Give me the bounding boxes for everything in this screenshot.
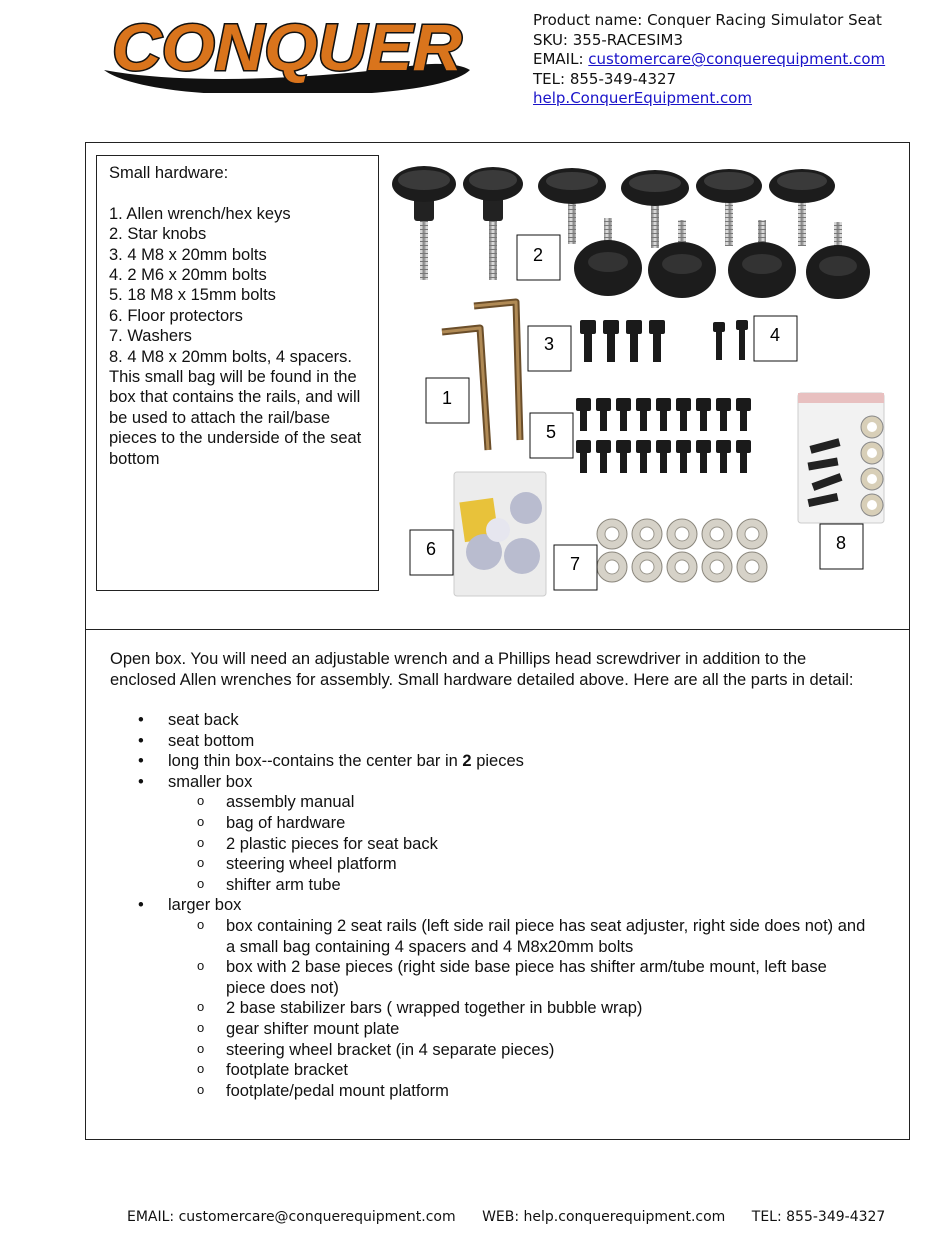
label-8: 8 xyxy=(835,533,847,553)
bolt-icon xyxy=(713,320,748,360)
footer xyxy=(127,1209,907,1225)
hardware-item-6: 6. Floor protectors xyxy=(109,306,243,325)
list-item: o steering wheel platform xyxy=(168,854,870,875)
star-knob-icon xyxy=(392,166,456,280)
list-item: o footplate bracket xyxy=(168,1060,870,1081)
hardware-item-7: 7. Washers xyxy=(109,327,192,346)
hardware-item-5: 5. 18 M8 x 15mm bolts xyxy=(109,286,276,305)
star-knob-icon xyxy=(463,167,523,280)
washers-icon xyxy=(597,519,767,582)
floor-protector-bag-icon xyxy=(454,472,546,596)
help-link[interactable]: help.ConquerEquipment.com xyxy=(533,89,753,108)
list-item: o bag of hardware xyxy=(168,813,870,834)
list-item: o steering wheel bracket (in 4 separate pieces) xyxy=(168,1040,870,1061)
star-knob-icon xyxy=(696,169,762,246)
list-item: o assembly manual xyxy=(168,792,870,813)
list-item: o gear shifter mount plate xyxy=(168,1019,870,1040)
bolt-icon xyxy=(580,320,665,362)
hardware-bag-icon xyxy=(798,393,884,523)
hardware-item-8: 8. 4 M8 x 20mm bolts, 4 spacers. This small bag will be found in the box that contains the rails, and will be used to attach the rail/base pieces to the underside of the seat bottom xyxy=(109,347,362,468)
footer-tel: TEL: 855-349-4327 xyxy=(751,1209,886,1225)
list-item: • larger box o box containing 2 seat rails (left side rail piece has seat adjuster, right side does not) and a small bag containing 4 spacers and 4 M8x20mm bolts o box with 2 base pieces (right side base piece has shifter arm/tube mount, left base piece does not) o 2 base stabilizer bars ( wrapped together in bubble wrap) o gear shifter mount plate o steering wheel bracket (in 4 separate pieces) o footplate bracket o footplate/pedal mount platform xyxy=(110,895,870,1101)
conquer-logo xyxy=(100,8,480,93)
list-item: o box containing 2 seat rails (left side rail piece has seat adjuster, right side does not) and a small bag containing 4 spacers and 4 M8x20mm bolts xyxy=(168,916,870,957)
hardware-title: Small hardware: xyxy=(109,164,229,182)
parts-intro: Open box. You will need an adjustable wrench and a Phillips head screwdriver in addition to the enclosed Allen wrenches for assembly. Small hardware detailed above. Here are all the parts in detail: xyxy=(110,650,854,689)
hardware-list xyxy=(109,163,371,469)
list-item: • smaller box o assembly manual o bag of hardware o 2 plastic pieces for seat back o steering wheel platform o shifter arm tube xyxy=(110,772,870,896)
label-3: 3 xyxy=(543,334,555,354)
footer-web: WEB: help.conquerequipment.com xyxy=(482,1209,726,1225)
footer-email: EMAIL: customercare@conquerequipment.com xyxy=(127,1209,456,1225)
hardware-item-4: 4. 2 M6 x 20mm bolts xyxy=(109,266,267,285)
email-link[interactable]: customercare@conquerequipment.com xyxy=(588,50,886,69)
list-item: o footplate/pedal mount platform xyxy=(168,1081,870,1102)
label-4: 4 xyxy=(769,325,781,345)
svg-text:CONQUER: CONQUER xyxy=(112,10,463,84)
hardware-item-2: 2. Star knobs xyxy=(109,225,207,244)
list-item: o 2 plastic pieces for seat back xyxy=(168,834,870,855)
list-item: o shifter arm tube xyxy=(168,875,870,896)
list-item: o box with 2 base pieces (right side base piece has shifter arm/tube mount, left base piece does not) xyxy=(168,957,870,998)
label-7: 7 xyxy=(569,554,581,574)
allen-wrench-icon xyxy=(442,302,520,450)
list-item: o 2 base stabilizer bars ( wrapped together in bubble wrap) xyxy=(168,998,870,1019)
parts-list xyxy=(110,710,870,1101)
header-info xyxy=(533,11,885,109)
star-knob-icon xyxy=(806,222,870,299)
label-2: 2 xyxy=(532,245,544,265)
hardware-item-1: 1. Allen wrench/hex keys xyxy=(109,204,291,223)
star-knob-icon xyxy=(538,168,606,244)
star-knob-icon xyxy=(769,169,835,246)
label-1: 1 xyxy=(441,388,453,408)
sku: SKU: 355-RACESIM3 xyxy=(533,30,683,49)
label-5: 5 xyxy=(545,422,557,442)
star-knob-icon xyxy=(728,220,796,298)
hardware-item-3: 3. 4 M8 x 20mm bolts xyxy=(109,245,267,264)
hardware-photo xyxy=(388,150,908,628)
star-knob-icon xyxy=(574,218,642,296)
smaller-box-sublist xyxy=(168,792,870,895)
product-name: Product name: Conquer Racing Simulator Seat xyxy=(533,11,882,29)
list-item: • long thin box--contains the center bar in 2 pieces xyxy=(110,751,870,772)
list-item: • seat back xyxy=(110,710,870,731)
header-email-line: EMAIL: customercare@conquerequipment.com xyxy=(533,50,886,69)
list-item: • seat bottom xyxy=(110,731,870,752)
bolt-group-icon xyxy=(576,398,751,473)
larger-box-sublist xyxy=(168,916,870,1101)
label-6: 6 xyxy=(425,539,437,559)
header-tel: TEL: 855-349-4327 xyxy=(533,69,677,88)
